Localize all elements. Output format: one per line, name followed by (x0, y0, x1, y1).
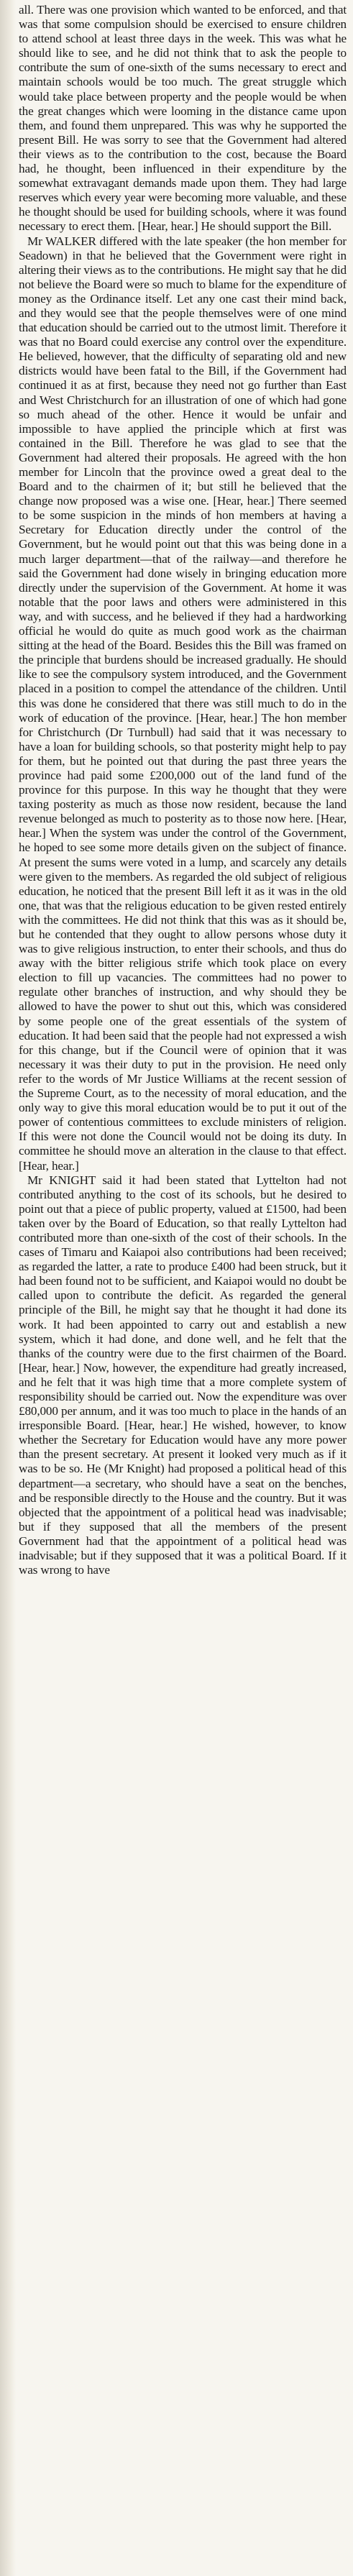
scanned-gutter (0, 0, 16, 2576)
paragraph-seadown-speech: all. There was one provision which wanted to be enforced, and that was that some compulsion should be exercised to ensure children to attend school at least three days in the week. This was what he should like to see, and he did not think that to ask the people to contribute the sum of one-sixth of the sums necessary to erect and maintain schools would be too much. The great struggle which would take place between property and the people would be when the great changes which were looming in the distance came upon them, and found them unprepared. This was why he supported the present Bill. He was sorry to see that the Government had altered their views as to the contribution to the cost, because the Board had, he thought, been influenced in their expenditure by the somewhat extravagant demands made upon them. They had large reserves which every year were becoming more valuable, and these he thought should be used for building schools, where it was found necessary to erect them. [Hear, hear.] He should support the Bill. (19, 3, 347, 234)
paragraph-knight-speech: Mr KNIGHT said it had been stated that Lyttelton had not contributed anything to the cost of its schools, but he desired to point out that a piece of public property, valued at £1500, had been taken over by the Board of Education, so that really Lyttelton had contributed more than one-sixth of the cost of their schools. In the cases of Timaru and Kaiapoi also contributions had been received; as regarded the latter, a rate to produce £400 had been struck, but it had been found not to be sufficient, and Kaiapoi would no doubt be called upon to contribute the deficit. As regarded the general principle of the Bill, he might say that he thought it had done its work. It had been appointed to carry out and establish a new system, which it had done, and done well, and he felt that the thanks of the country were due to the first chairmen of the Board. [Hear, hear.] Now, however, the expenditure had greatly increased, and he felt that it was high time that a more complete system of responsibility should be carried out. Now the expenditure was over £80,000 per annum, and it was too much to place in the hands of an irresponsible Board. [Hear, hear.] He wished, however, to know whether the Secretary for Education would have any more power than the present secretary. At present it looked very much as if it was to be so. He (Mr Knight) had proposed a political head of this department—a secretary, who should have a seat on the benches, and be responsible directly to the House and the country. But it was objected that the appointment of a political head was inadvisable; but if they supposed that all the members of the present Government had that the appointment of a political head was inadvisable; but if they supposed that it was a political Board. If it was wrong to have (19, 1173, 347, 1577)
paragraph-walker-speech: Mr WALKER differed with the late speaker (the hon member for Seadown) in that he believed that the Government were right in altering their views as to the contributions. He might say that he did not believe the Board were so much to blame for the expenditure of money as the Ordinance itself. Let any one cast their mind back, and they would see that the people themselves were of one mind that education should be carried out to the utmost limit. Therefore it was that no Board could exercise any control over the expenditure. He believed, however, that the difficulty of separating old and new districts would have been fatal to the Bill, if the Government had continued it as at first, because they need not go further than East and West Christchurch for an illustration of one of which had gone so much ahead of the other. Hence it would be unfair and impossible to have applied the principle which at first was contained in the Bill. Therefore he was glad to see that the Government had altered their proposals. He agreed with the hon member for Lincoln that the province owed a great deal to the Board and to the chairmen of it; but still he believed that the change now proposed was a wise one. [Hear, hear.] There seemed to be some suspicion in the minds of hon members at having a Secretary for Education directly under the control of the Government, but he would point out that this was being done in a much larger department—that of the railway—and therefore he said the Government had done wisely in bringing education more directly under the supervision of the Government. At home it was notable that the poor laws and others were administered in this way, and with success, and he believed if they had a hardworking official he would do quite as much good work as the chairman sitting at the head of the Board. Besides this the Bill was framed on the principle that burdens should be increased gradually. He should like to see the compulsory system introduced, and the Government placed in a position to compel the attendance of the children. Until this was done he considered that there was still much to do in the work of education of the province. [Hear, hear.] The hon member for Christchurch (Dr Turnbull) had said that it was necessary to have a loan for building schools, so that posterity might help to pay for them, but he pointed out that during the past three years the province had paid some £200,000 out of the land fund of the province for this purpose. In this way he thought that they were taxing posterity as much as those now resident, because the land revenue belonged as much to posterity as to those now here. [Hear, hear.] When the system was under the control of the Government, he hoped to see some more details given on the subject of finance. At present the sums were voted in a lump, and scarcely any details were given to the members. As regarded the old subject of religious education, he noticed that the present Bill left it as it was in the old one, that was that the religious education to be given rested entirely with the committees. He did not think that this was as it should be, but he contended that they ought to allow persons whose duty it was to give religious instruction, to enter their schools, and thus do away with the bitter religious strife which took place on every election to fill up vacancies. The committees had no power to regulate other branches of instruction, and why should they be allowed to have the power to shut out this, which was considered by some people one of the great essentials of the system of education. It had been said that the people had not expressed a wish for this change, but if the Council were of opinion that it was necessary it was their duty to put in the provision. He need only refer to the words of Mr Justice Williams at the recent session of the Supreme Court, as to the necessity of moral education, and the only way to give this moral education would be to put it out of the power of contentious committees to exclude ministers of religion. If this were not done the Council would not be doing its duty. In committee he should move an alteration in the clause to that effect. [Hear, hear.] (19, 234, 347, 1173)
article-column (19, 3, 347, 1577)
